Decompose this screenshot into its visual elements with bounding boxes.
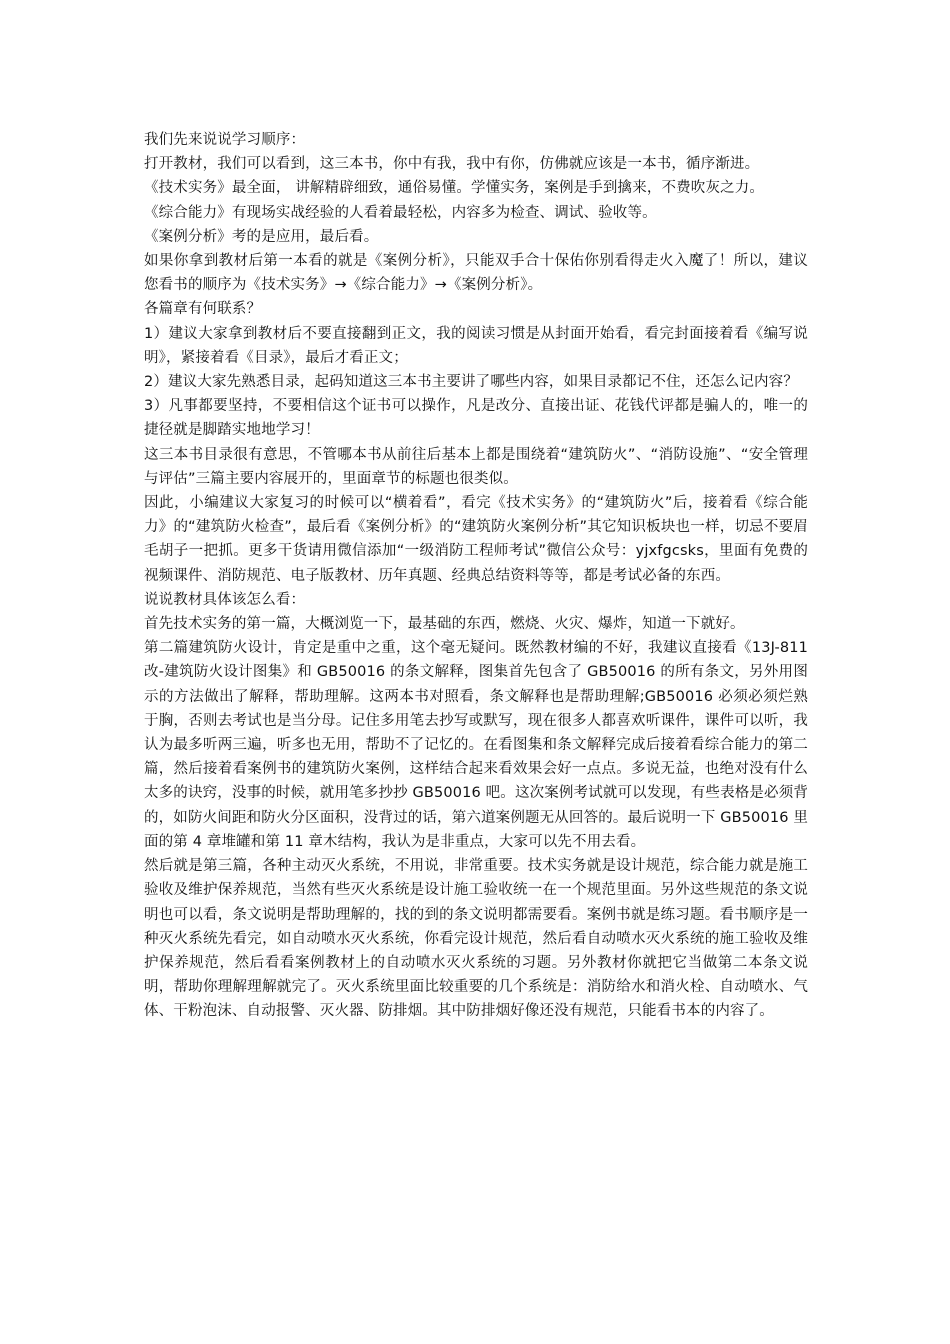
paragraph-study-order-heading: 我们先来说说学习顺序： xyxy=(144,132,306,148)
paragraph-comprehensive-ability: 《综合能力》有现场实战经验的人看着最轻松，内容多为检查、调试、验收等。 xyxy=(144,204,657,221)
paragraph-three-books: 打开教材，我们可以看到，这三本书，你中有我，我中有你，仿佛就应该是一本书，循序渐进。 xyxy=(144,156,760,173)
paragraph-tip-1: 1）建议大家拿到教材后不要直接翻到正文，我的阅读习惯是从封面开始看，看完封面接着看《编写说明》，紧接着看《目录》，最后才看正文； xyxy=(144,325,808,366)
paragraph-reading-order: 如果你拿到教材后第一本看的就是《案例分析》，只能双手合十保佑你别看得走火入魔了！所以，建议您看书的顺序为《技术实务》→《综合能力》→《案例分析》。 xyxy=(144,253,808,294)
paragraph-part-one: 首先技术实务的第一篇，大概浏览一下，最基础的东西，燃烧、火灾、爆炸，知道一下就好。 xyxy=(144,616,745,633)
document-body xyxy=(144,128,808,1024)
paragraph-case-analysis: 《案例分析》考的是应用，最后看。 xyxy=(144,228,379,245)
paragraph-table-of-contents: 这三本书目录很有意思，不管哪本书从前往后基本上都是围绕着“建筑防火”、“消防设施”、“安全管理与评估”三篇主要内容展开的，里面章节的标题也很类似。 xyxy=(144,446,808,487)
paragraph-part-three: 然后就是第三篇，各种主动灭火系统，不用说，非常重要。技术实务就是设计规范，综合能力就是施工验收及维护保养规范，当然有些灭火系统是设计施工验收统一在一个规范里面。另外这些规范的条文说明也可以看，条文说明是帮助理解的，找的到的条文说明都需要看。案例书就是练习题。看书顺序是一种灭火系统先看完，如自动喷水灭火系统，你看完设计规范，然后看自动喷水灭火系统的施工验收及维护保养规范，然后看看案例教材上的自动喷水灭火系统的习题。另外教材你就把它当做第二本条文说明，帮助你理解理解就完了。灭火系统里面比较重要的几个系统是：消防给水和消火栓、自动喷水、气体、干粉泡沫、自动报警、灭火器、防排烟。其中防排烟好像还没有规范，只能看书本的内容了。 xyxy=(144,858,808,1020)
paragraph-tip-2: 2）建议大家先熟悉目录，起码知道这三本书主要讲了哪些内容，如果目录都记不住，还怎么记内容？ xyxy=(144,374,798,391)
paragraph-technical-practice: 《技术实务》最全面， 讲解精辟细致，通俗易懂。学懂实务，案例是手到擒来，不费吹灰之力。 xyxy=(144,180,765,197)
paragraph-chapter-relation-heading: 各篇章有何联系？ xyxy=(144,301,262,318)
paragraph-tip-3: 3）凡事都要坚持，不要相信这个证书可以操作，凡是改分、直接出证、花钱代评都是骗人的，唯一的捷径就是脚踏实地地学习！ xyxy=(144,398,808,439)
paragraph-how-to-read-heading: 说说教材具体该怎么看： xyxy=(144,591,306,608)
paragraph-part-two: 第二篇建筑防火设计，肯定是重中之重，这个毫无疑问。既然教材编的不好，我建议直接看《13J-811 改-建筑防火设计图集》和 GB50016 的条文解释，图集首先包含了 GB50016 的所有条文，另外用图示的方法做出了解释，帮助理解。这两本书对照看，条文解释也是帮助理解;GB50016 必须必须烂熟于胸，否则去考试也是当分母。记住多用笔去抄写或默写，现在很多人都喜欢听课件，课件可以听，我认为最多听两三遍，听多也无用，帮助不了记忆的。在看图集和条文解释完成后接着看综合能力的第二篇，然后接着看案例书的建筑防火案例，这样结合起来看效果会好一点点。多说无益，也绝对没有什么太多的诀窍，没事的时候，就用笔多抄抄 GB50016 吧。这次案例考试就可以发现，有些表格是必须背的，如防火间距和防火分区面积，没背过的话，第六道案例题无从回答的。最后说明一下 GB50016 里面的第 4 章堆罐和第 11 章木结构，我认为是非重点，大家可以先不用去看。 xyxy=(144,640,808,850)
paragraph-horizontal-reading: 因此，小编建议大家复习的时候可以“横着看”，看完《技术实务》的“建筑防火”后，接着看《综合能力》的“建筑防火检查”，最后看《案例分析》的“建筑防火案例分析”其它知识板块也一样，切忌不要眉毛胡子一把抓。更多干货请用微信添加“一级消防工程师考试”微信公众号：yjxfgcsks，里面有免费的视频课件、消防规范、电子版教材、历年真题、经典总结资料等等，都是考试必备的东西。 xyxy=(144,495,808,584)
